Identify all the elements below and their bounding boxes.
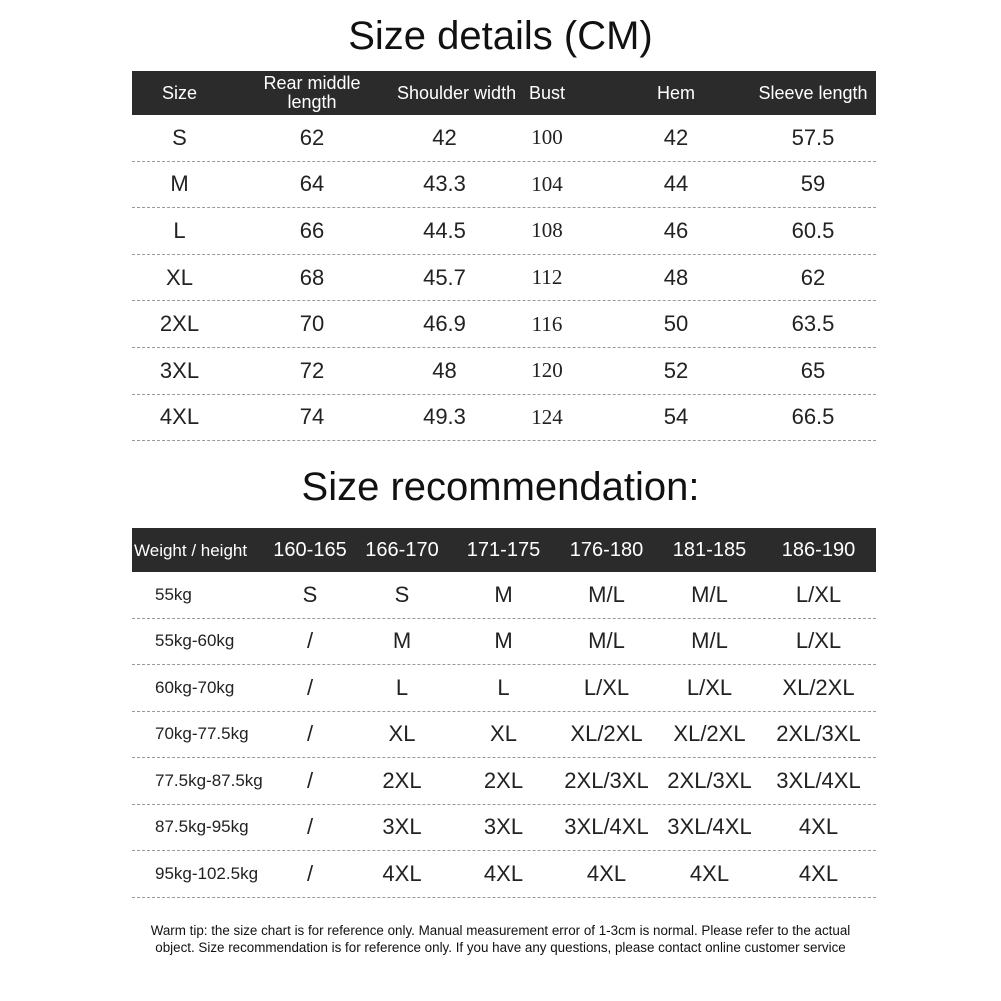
size-recommendation-body (132, 572, 876, 898)
table-cell: 68 (299, 264, 325, 290)
size-cell: M/L (691, 581, 728, 607)
table-cell: 59 (800, 171, 826, 197)
table-row (132, 162, 876, 209)
size-recommendation-title: Size recommendation: (301, 465, 700, 509)
table-cell: 49.3 (423, 404, 466, 430)
size-cell: / (306, 674, 314, 700)
header-height-col: 181-185 (672, 538, 747, 561)
size-cell: XL/2XL (782, 674, 855, 700)
table-row (132, 208, 876, 255)
header-hem: Hem (656, 82, 695, 103)
size-details-table (132, 71, 876, 441)
size-cell: 3XL/4XL (776, 767, 861, 793)
weight-range-cell: 70kg-77.5kg (155, 724, 249, 744)
table-cell: 120 (531, 358, 563, 383)
warm-tip-line: Warm tip: the size chart is for reference only. Manual measurement error of 1-3cm is normal. Please refer to the actual (150, 923, 851, 938)
table-cell: XL (166, 264, 193, 290)
table-cell: 48 (663, 264, 689, 290)
size-cell: / (306, 721, 314, 747)
header-height-col: 171-175 (466, 538, 541, 561)
size-recommendation-header (132, 528, 876, 572)
size-cell: L/XL (583, 674, 630, 700)
size-cell: 3XL (483, 814, 524, 840)
size-cell: L/XL (795, 581, 842, 607)
table-row (132, 115, 876, 162)
table-cell: 60.5 (791, 217, 835, 243)
table-row (132, 395, 876, 442)
table-cell: S (172, 124, 187, 150)
table-cell: 54 (663, 404, 689, 430)
header-height-col: 166-170 (365, 538, 439, 561)
table-cell: 2XL (159, 311, 200, 337)
size-cell: M/L (588, 628, 625, 654)
size-cell: XL/2XL (673, 721, 746, 747)
size-cell: 3XL/4XL (667, 814, 752, 840)
header-height-col: 160-165 (273, 538, 347, 561)
header-height-col: 186-190 (781, 538, 856, 561)
size-cell: S (394, 581, 410, 607)
table-cell: 62 (299, 124, 325, 150)
size-cell: 4XL (483, 860, 524, 886)
weight-range-cell: 87.5kg-95kg (155, 817, 249, 837)
size-details-header (132, 71, 876, 115)
size-cell: / (306, 767, 314, 793)
size-cell: 3XL/4XL (564, 814, 649, 840)
table-row (132, 572, 876, 619)
header-height-col: 176-180 (569, 538, 644, 561)
size-cell: S (302, 581, 318, 607)
size-cell: 4XL (689, 860, 730, 886)
size-details-title: Size details (CM) (348, 14, 653, 58)
table-cell: 46.9 (423, 311, 466, 337)
table-cell: L (173, 217, 186, 243)
size-cell: L (395, 674, 409, 700)
size-cell: 4XL (798, 814, 839, 840)
header-rear-middle-length: Rear middle length (263, 73, 361, 112)
table-row (132, 851, 876, 898)
size-cell: L (497, 674, 510, 700)
table-cell: 62 (800, 264, 826, 290)
table-cell: 100 (531, 125, 563, 150)
table-row (132, 348, 876, 395)
weight-range-cell: 55kg (155, 584, 192, 604)
table-row (132, 255, 876, 302)
table-cell: 42 (663, 124, 689, 150)
header-weight-height: Weight / height (134, 540, 248, 560)
table-cell: 74 (299, 404, 325, 430)
header-sleeve-length: Sleeve length (758, 82, 868, 103)
warm-tip-note (100, 922, 901, 956)
warm-tip-line: object. Size recommendation is for reference only. If you have any questions, please contact online customer service (155, 940, 846, 955)
size-cell: 2XL/3XL (776, 721, 861, 747)
table-cell: 66.5 (791, 404, 835, 430)
table-cell: 44.5 (423, 217, 466, 243)
table-cell: 72 (299, 357, 325, 383)
size-cell: L/XL (686, 674, 733, 700)
table-row (132, 758, 876, 805)
table-cell: 48 (432, 357, 457, 383)
table-cell: 66 (299, 217, 325, 243)
size-cell: 2XL/3XL (564, 767, 649, 793)
weight-range-cell: 55kg-60kg (155, 631, 235, 651)
table-cell: 112 (531, 265, 563, 290)
size-cell: M/L (588, 581, 625, 607)
table-cell: 44 (663, 171, 689, 197)
table-cell: 116 (531, 311, 563, 336)
table-cell: 45.7 (423, 264, 466, 290)
table-cell: M (170, 171, 189, 197)
size-recommendation-table (132, 528, 876, 898)
size-cell: L/XL (795, 628, 842, 654)
size-cell: M (392, 628, 412, 654)
table-cell: 42 (432, 124, 457, 150)
size-cell: / (306, 628, 314, 654)
table-cell: 63.5 (791, 311, 835, 337)
header-bust: Bust (528, 82, 566, 103)
header-size: Size (161, 82, 197, 103)
table-cell: 57.5 (791, 124, 835, 150)
table-cell: 108 (531, 218, 563, 243)
size-cell: XL/2XL (570, 721, 643, 747)
table-cell: 3XL (159, 357, 200, 383)
size-cell: 2XL (382, 767, 422, 793)
table-cell: 104 (531, 171, 563, 196)
size-details-body (132, 115, 876, 441)
table-cell: 43.3 (423, 171, 466, 197)
weight-range-cell: 95kg-102.5kg (155, 863, 259, 883)
size-cell: / (306, 860, 314, 886)
table-row (132, 805, 876, 852)
table-row (132, 301, 876, 348)
weight-range-cell: 77.5kg-87.5kg (155, 770, 263, 790)
size-cell: XL (388, 721, 416, 747)
size-cell: M (494, 628, 513, 654)
size-cell: 2XL (483, 767, 524, 793)
size-cell: 4XL (586, 860, 627, 886)
size-cell: 2XL/3XL (667, 767, 752, 793)
table-row (132, 712, 876, 759)
size-cell: 3XL (382, 814, 422, 840)
table-cell: 64 (299, 171, 325, 197)
size-cell: 4XL (382, 860, 422, 886)
size-cell: M (494, 581, 513, 607)
table-cell: 50 (663, 311, 689, 337)
table-row (132, 619, 876, 666)
table-row (132, 665, 876, 712)
size-cell: M/L (691, 628, 728, 654)
table-cell: 65 (800, 357, 826, 383)
size-cell: 4XL (798, 860, 839, 886)
size-cell: / (306, 814, 314, 840)
table-cell: 52 (663, 357, 689, 383)
table-cell: 46 (663, 217, 689, 243)
size-cell: XL (490, 721, 517, 747)
weight-range-cell: 60kg-70kg (155, 677, 235, 697)
table-cell: 4XL (159, 404, 200, 430)
header-shoulder-width: Shoulder width (397, 82, 517, 103)
table-cell: 124 (531, 404, 563, 429)
table-cell: 70 (299, 311, 325, 337)
